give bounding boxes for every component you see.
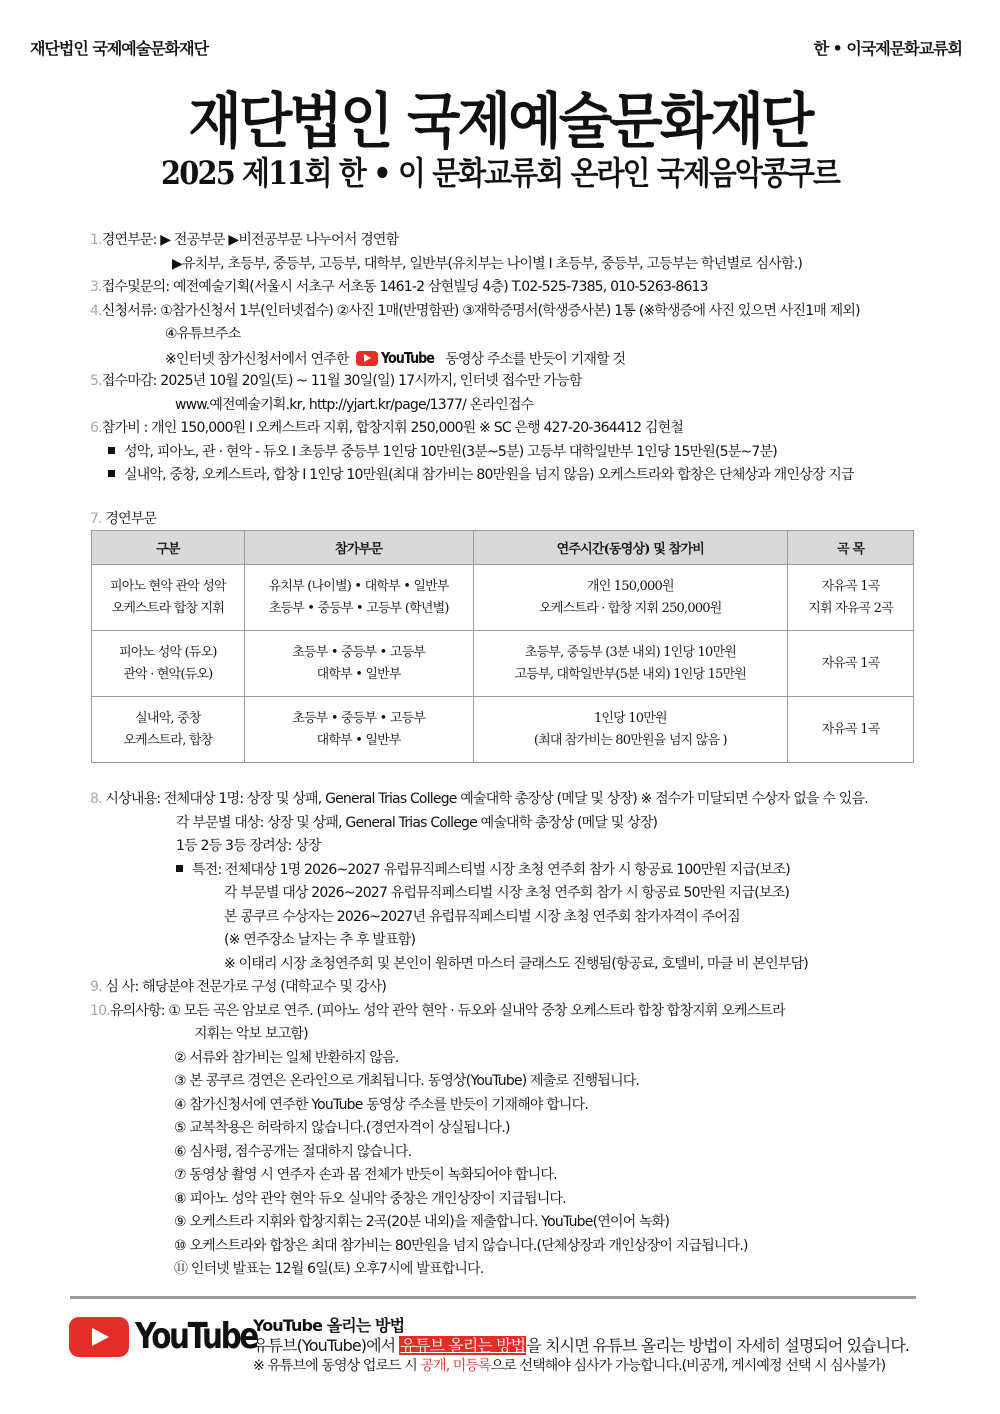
- visibility-options: 공개, 미등록: [420, 1358, 491, 1374]
- award-line: [90, 812, 950, 836]
- notice-text: ⑦ 동영상 촬영 시 연주자 손과 몸 전체가 반듯이 녹화되어야 합니다.: [174, 1167, 557, 1183]
- cell-fee: 1인당 10만원 (최대 참가비는 80만원을 넘지 않음 ): [473, 697, 788, 763]
- notice-item: [90, 1023, 950, 1047]
- fee-bullet: [90, 464, 930, 488]
- section-text: ④유튜브주소: [165, 326, 241, 342]
- section-number: 5.: [90, 373, 102, 389]
- notice-text: ⑥ 심사평, 점수공개는 절대하지 않습니다.: [174, 1143, 412, 1160]
- guide-text: ※ 유튜브에 동영상 업로드 시: [253, 1358, 421, 1374]
- special-benefit: [90, 859, 950, 883]
- award-text: 각 부문별 대상: 상장 및 상패, General Trias College 예술대학 총장상 (메달 및 상장): [176, 814, 658, 831]
- notice-text: ③ 본 콩쿠르 경연은 온라인으로 개최됩니다. 동영상(YouTube) 제출로 진행됩니다.: [174, 1073, 640, 1089]
- judging-text: 해당분야 전문가로 구성 (대학교수 및 강사): [142, 979, 386, 995]
- guide-line: [253, 1336, 909, 1356]
- deadline-text: 2025년 10월 20일(토) ~ 11월 30일(일) 17시까지, 인터넷 접수만 가능함: [160, 373, 582, 389]
- section-number: 6.: [90, 420, 102, 436]
- youtube-play-icon: [69, 1317, 129, 1357]
- section-label: 신청서류:: [101, 302, 157, 319]
- cell-pieces: 자유곡 1곡: [788, 697, 914, 763]
- notice-item: [90, 1141, 950, 1165]
- square-bullet-icon: [176, 865, 183, 872]
- section-5-line2: [90, 394, 930, 418]
- notice-text: ⑪ 인터넷 발표는 12월 6일(토) 오후7시에 발표합니다.: [174, 1261, 484, 1277]
- youtube-upload-guide: [253, 1316, 909, 1376]
- notice-item: [90, 1211, 950, 1235]
- award-text: 전체대상 1명: 상장 및 상패, General Trias College 예술대학 총장상 (메달 및 상장) ※ 점수가 미달되면 수상자 없을 수 있음.: [163, 791, 868, 807]
- youtube-inline-logo: [356, 347, 439, 371]
- section-number: 9.: [90, 979, 102, 995]
- cell-category: 피아노 현악 관악 성악 오케스트라 합창 지휘: [92, 565, 245, 631]
- table-row: [92, 697, 914, 763]
- section-number: 8.: [90, 791, 102, 807]
- competition-table: [91, 530, 914, 763]
- registration-url[interactable]: www.예전예술기획.kr, http://yjart.kr/page/1377/ 온라인접수: [175, 396, 534, 413]
- section-text: ▶ 전공부문 ▶비전공부문 나누어서 경연함: [160, 232, 399, 248]
- cell-division: 초등부 • 중등부 • 고등부 대학부 • 일반부: [244, 697, 473, 763]
- special-text: 각 부문별 대상 2026~2027 유럽뮤직페스티벌 시장 초청 연주회 참가 시 항공료 50만원 지급(보조): [224, 885, 790, 901]
- notice-text: 지휘는 악보 보고함): [194, 1026, 308, 1042]
- notice-item: [90, 1188, 950, 1212]
- section-label: 참가비 :: [101, 420, 148, 436]
- cell-category: 피아노 성악 (듀오) 관악 · 현악(듀오): [92, 631, 245, 697]
- notice-item: [90, 1117, 950, 1141]
- guide-text: 으로 선택해야 심사가 가능합니다.(비공개, 게시예정 선택 시 심사불가): [490, 1358, 886, 1374]
- event-series-label: 한 • 이국제문화교류회: [813, 39, 962, 58]
- notice-item: ① 모든 곡은 암보로 연주. (피아노 성악 관악 현악 · 듀오와 실내악 중창 오케스트라 합창 합창지휘 오케스트라: [168, 1002, 785, 1019]
- section-4-note: [90, 347, 930, 371]
- section-number: 4.: [90, 302, 102, 319]
- page-title: 재단법인 국제예술문화재단: [188, 87, 812, 157]
- organizer-label: 재단법인 국제예술문화재단: [30, 39, 209, 58]
- guide-text: 을 치시면 유튜브 올리는 방법이 자세히 설명되어 있습니다.: [526, 1336, 910, 1355]
- special-line: [90, 906, 950, 930]
- header-division: 참가부문: [244, 531, 473, 565]
- section-label: 경연부문:: [101, 232, 157, 248]
- fee-bullet: [90, 441, 930, 465]
- header-category: 구분: [92, 531, 245, 565]
- square-bullet-icon: [108, 447, 115, 454]
- search-keyword-highlight: 유튜브 올리는 방법: [400, 1336, 526, 1355]
- footer-divider: [70, 1296, 916, 1299]
- cell-fee: 개인 150,000원 오케스트라 · 합창 지휘 250,000원: [473, 565, 788, 631]
- section-1: [90, 229, 930, 253]
- table-header-row: [92, 531, 914, 565]
- notice-text: ④ 참가신청서에 연주한 YouTube 동영상 주소를 반듯이 기재해야 합니다.: [174, 1096, 589, 1113]
- section-10: [90, 1000, 950, 1024]
- info-section-1-6: [90, 229, 930, 488]
- guide-text: 유튜브(YouTube)에서: [253, 1336, 400, 1355]
- section-4-line2: [90, 323, 930, 347]
- guide-heading: YouTube 올리는 방법: [253, 1316, 405, 1335]
- notice-item: [90, 1235, 950, 1259]
- info-section-8-10: [90, 788, 950, 1282]
- section-6: [90, 417, 930, 441]
- section-label: 시상내용:: [105, 791, 161, 807]
- note-text: ※인터넷 참가신청서에서 연주한: [165, 350, 349, 367]
- section-label: 접수마감:: [101, 373, 157, 389]
- notice-text: ⑩ 오케스트라와 합창은 최대 참가비는 80만원을 넘지 않습니다.(단체상장과 개인상장이 지급됩니다.): [174, 1237, 748, 1254]
- notice-item: [90, 1070, 950, 1094]
- section-3: [90, 276, 930, 300]
- award-line: [90, 835, 950, 859]
- page-subtitle: 2025 제11회 한 • 이 문화교류회 온라인 국제음악콩쿠르: [160, 154, 840, 192]
- youtube-wordmark: YouTube: [135, 1316, 257, 1357]
- note-text: 동영상 주소를 반듯이 기재할 것: [445, 350, 626, 367]
- section-label: 접수및문의:: [101, 279, 170, 295]
- notice-text: ⑨ 오케스트라 지휘와 합창지휘는 2곡(20분 내외)을 제출합니다. YouTube(연이어 녹화): [174, 1214, 670, 1230]
- section-number: 1.: [90, 232, 102, 248]
- guide-note: [253, 1356, 909, 1376]
- section-number: 7.: [90, 511, 102, 527]
- fee-bullet-text: 성악, 피아노, 관 · 현악 - 듀오 I 초등부 중등부 1인당 10만원(3분~5분) 고등부 대학일반부 1인당 15만원(5분~7분): [124, 443, 777, 460]
- special-text: (※ 연주장소 날자는 추 후 발표함): [224, 932, 416, 948]
- cell-pieces: 자유곡 1곡: [788, 631, 914, 697]
- header-fee: 연주시간(동영상) 및 참가비: [473, 531, 788, 565]
- notice-item: [90, 1047, 950, 1071]
- section-7-title: [90, 508, 156, 528]
- cell-division: 유치부 (나이별) • 대학부 • 일반부 초등부 • 중등부 • 고등부 (학년별): [244, 565, 473, 631]
- youtube-play-icon: [356, 351, 378, 366]
- special-text: ※ 이태리 시장 초청연주회 및 본인이 원하면 마스터 클래스도 진행됨(항공료, 호텔비, 마클 비 본인부담): [224, 955, 808, 972]
- special-line: [90, 953, 950, 977]
- header-pieces: 곡 목: [788, 531, 914, 565]
- section-number: 3.: [90, 279, 102, 295]
- cell-fee: 초등부, 중등부 (3분 내외) 1인당 10만원 고등부, 대학일반부(5분 내외) 1인당 15만원: [473, 631, 788, 697]
- youtube-logo: [69, 1316, 284, 1357]
- special-label: 특전:: [192, 861, 222, 878]
- cell-category: 실내악, 중창 오케스트라, 합창: [92, 697, 245, 763]
- special-text: 본 콩쿠르 수상자는 2026~2027년 유럽뮤직페스티벌 시장 초청 연주회 참가자격이 주어짐: [224, 908, 740, 925]
- fee-text: 개인 150,000원 I 오케스트라 지휘, 합창지휘 250,000원 ※ SC 은행 427-20-364412 김현철: [151, 420, 684, 436]
- section-label: 경연부문: [105, 511, 157, 527]
- section-label: 심 사:: [105, 979, 139, 995]
- special-line: [90, 882, 950, 906]
- section-number: 10.: [90, 1002, 110, 1019]
- section-text: ▶유치부, 초등부, 중등부, 고등부, 대학부, 일반부(유치부는 나이별 I 초등부, 중등부, 고등부는 학년별로 심사함.): [172, 255, 803, 272]
- special-line: [90, 929, 950, 953]
- notice-text: ② 서류와 참가비는 일체 반환하지 않음.: [174, 1049, 399, 1066]
- section-5: [90, 370, 930, 394]
- contact-text: 예전예술기획(서울시 서초구 서초동 1461-2 삼현빌딩 4층) T.02-525-7385, 010-5263-8613: [172, 279, 708, 295]
- section-1-line2: [90, 253, 930, 277]
- youtube-wordmark: YouTube: [381, 348, 435, 367]
- fee-bullet-text: 실내악, 중창, 오케스트라, 합창 I 1인당 10만원(최대 참가비는 80만원을 넘지 않음) 오케스트라와 합창은 단체상과 개인상장 지급: [124, 467, 854, 483]
- award-text: 1등 2등 3등 장려상: 상장: [176, 838, 321, 854]
- section-label: 유의사항:: [109, 1002, 165, 1019]
- table-row: [92, 565, 914, 631]
- notice-text: ⑤ 교복착용은 허락하지 않습니다.(경연자격이 상실됩니다.): [174, 1120, 510, 1136]
- special-text: 전체대상 1명 2026~2027 유럽뮤직페스티벌 시장 초청 연주회 참가 시 항공료 100만원 지급(보조): [225, 861, 790, 878]
- notice-item: [90, 1258, 950, 1282]
- notice-text: ⑧ 피아노 성악 관악 현악 듀오 실내악 중창은 개인상장이 지급됩니다.: [174, 1190, 566, 1207]
- square-bullet-icon: [108, 470, 115, 477]
- section-8: [90, 788, 950, 812]
- section-4: [90, 300, 930, 324]
- table-row: [92, 631, 914, 697]
- section-9: [90, 976, 950, 1000]
- notice-item: [90, 1094, 950, 1118]
- notice-item: [90, 1164, 950, 1188]
- section-text: ①참가신청서 1부(인터넷접수) ②사진 1매(반명함판) ③재학증명서(학생증사본) 1통 (※학생증에 사진 있으면 사진1매 제외): [160, 302, 860, 319]
- cell-division: 초등부 • 중등부 • 고등부 대학부 • 일반부: [244, 631, 473, 697]
- cell-pieces: 자유곡 1곡 지휘 자유곡 2곡: [788, 565, 914, 631]
